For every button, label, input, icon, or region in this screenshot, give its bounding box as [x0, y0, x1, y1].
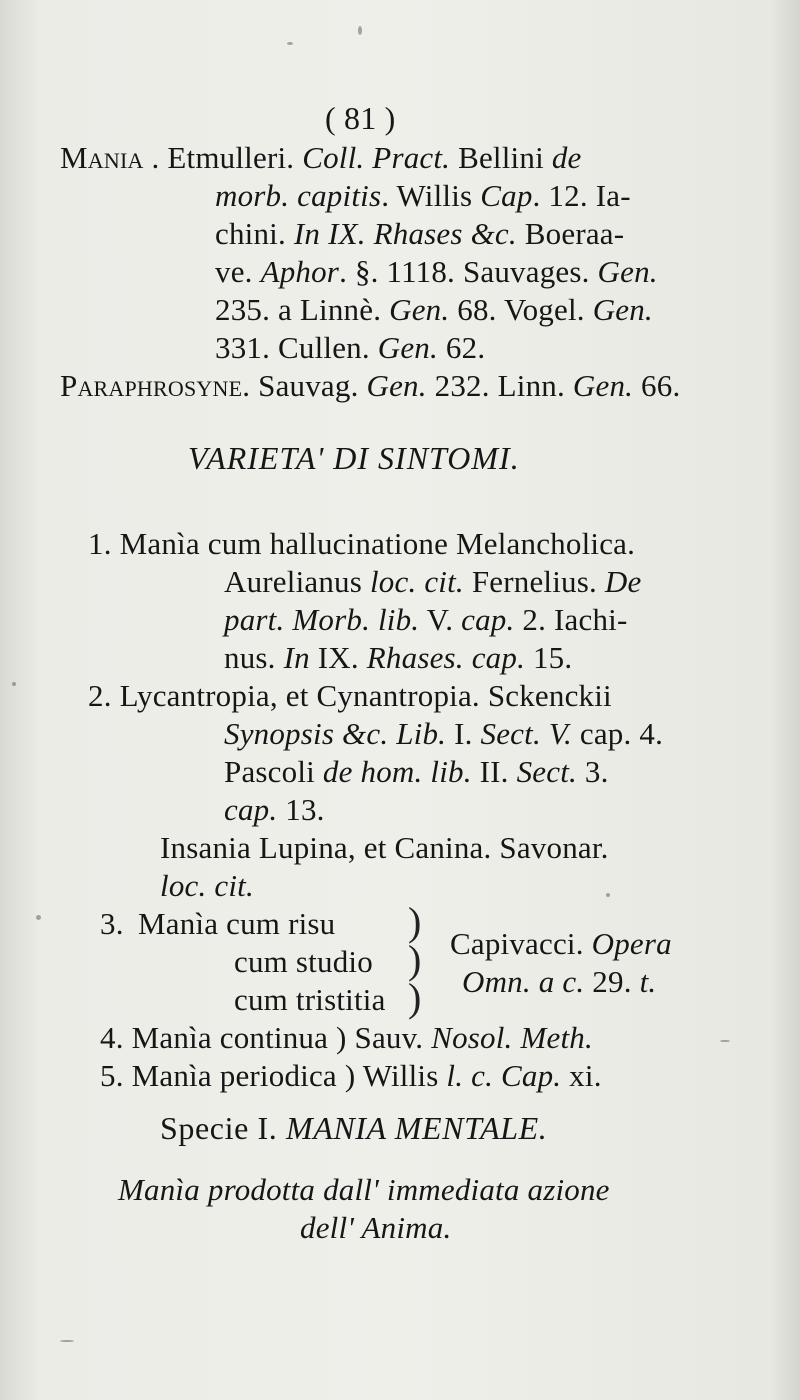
text-run: t. — [639, 964, 657, 999]
text-run: In IX. Rhases &c. — [293, 216, 517, 251]
text-run: Insania Lupina, et Canina. Savonar. — [160, 830, 609, 865]
text-run: Gen. — [592, 292, 653, 327]
text-run: MANIA MENTALE. — [285, 1110, 548, 1146]
text-run: Bellini — [450, 140, 552, 175]
text-run: 5. Manìa periodica ) Willis — [100, 1058, 447, 1093]
text-run: de hom. lib. — [322, 754, 472, 789]
text-run: 235. a Linnè. — [215, 292, 390, 327]
text-run: xi. — [561, 1058, 602, 1093]
text-run: Gen. — [366, 368, 427, 403]
variety-line — [224, 716, 663, 752]
numbered-line — [100, 1058, 602, 1094]
text-run: Specie I. — [160, 1110, 286, 1146]
text-run: 13. — [277, 792, 325, 827]
text-run: Synopsis &c. Lib. — [224, 716, 447, 751]
entry-line — [215, 216, 624, 252]
paper-speck — [287, 42, 293, 45]
text-run: 66. — [633, 368, 681, 403]
variety-line — [160, 868, 254, 904]
entry-line — [60, 140, 582, 176]
text-run: 4. Manìa continua ) Sauv. — [100, 1020, 432, 1055]
paper-speck — [606, 893, 610, 897]
text-run: Capivacci. — [450, 926, 592, 961]
text-run: II. — [471, 754, 517, 789]
text-run: Paraphrosyne — [60, 368, 243, 403]
paper-speck — [60, 1340, 74, 1342]
text-run: Aphor — [260, 254, 340, 289]
group-item: Manìa cum risu — [138, 906, 336, 941]
text-run: Cap — [480, 178, 533, 213]
text-run: In — [283, 640, 310, 675]
text-run: Omn. a c. — [462, 964, 585, 999]
bracket-mark: ) — [408, 899, 422, 944]
text-run: 2. Iachi- — [514, 602, 628, 637]
text-run: Sect. V. — [480, 716, 572, 751]
bracket-mark: ) — [408, 975, 422, 1020]
text-run: Boeraa- — [516, 216, 625, 251]
text-run: nus. — [224, 640, 284, 675]
section-heading: VARIETA' DI SINTOMI. — [188, 440, 520, 476]
text-run: V. — [419, 602, 462, 637]
text-run: . §. 1118. Sauvages. — [339, 254, 598, 289]
variety-line — [160, 830, 609, 866]
text-run: 331. Cullen. — [215, 330, 378, 365]
paper-speck — [12, 682, 16, 686]
text-run: cap. — [224, 792, 278, 827]
numbered-line — [100, 1020, 593, 1056]
entry-line — [215, 254, 658, 290]
text-run: . 12. Ia- — [532, 178, 631, 213]
text-run: Gen. — [377, 330, 438, 365]
group-item: cum tristitia — [234, 982, 386, 1017]
text-run: morb. capitis — [215, 178, 382, 213]
text-run: 68. Vogel. — [449, 292, 593, 327]
paper-speck — [358, 26, 362, 35]
text-run: Coll. Pract. — [302, 140, 451, 175]
text-run: Gen. — [597, 254, 658, 289]
text-run: 62. — [437, 330, 486, 365]
paper-speck — [36, 915, 41, 920]
text-run: Aurelianus — [224, 564, 370, 599]
text-run: 2. Lycantropia, et Cynantropia. Sckenckii — [88, 678, 612, 713]
text-run: part. Morb. lib. — [224, 602, 420, 637]
variety-line — [224, 564, 641, 600]
text-run: loc. cit. — [369, 564, 464, 599]
text-run: de — [551, 140, 582, 175]
text-run: De — [604, 564, 642, 599]
variety-line — [88, 678, 612, 714]
text-run: cap. 4. — [571, 716, 664, 751]
text-run: IX. — [309, 640, 367, 675]
variety-line — [224, 640, 572, 676]
entry-line — [215, 178, 631, 214]
text-run: cap. — [461, 602, 515, 637]
entry-line — [60, 368, 680, 404]
variety-line — [224, 602, 627, 638]
text-run: Gen. — [389, 292, 450, 327]
text-run: Gen. — [572, 368, 634, 403]
species-heading — [160, 1110, 547, 1146]
bracket-mark: ) — [408, 937, 422, 982]
variety-line — [224, 792, 325, 828]
text-run: Nosol. Meth. — [431, 1020, 593, 1055]
text-run: 232. Linn. — [426, 368, 573, 403]
page-number: ( 81 ) — [325, 100, 396, 136]
text-run: Sect. — [516, 754, 577, 789]
text-run: Mania — [60, 140, 144, 175]
text-run: Fernelius. — [463, 564, 605, 599]
definition-line: dell' Anima. — [300, 1210, 452, 1245]
paper-speck — [720, 1040, 730, 1042]
text-run: . Sauvag. — [242, 368, 367, 403]
definition-line: Manìa prodotta dall' immediata azione — [118, 1172, 610, 1207]
text-run: . Willis — [381, 178, 481, 213]
text-run: Pascoli — [224, 754, 323, 789]
text-run: ve. — [215, 254, 261, 289]
text-run: chini. — [215, 216, 294, 251]
group-item: cum studio — [234, 944, 373, 979]
entry-line — [215, 330, 485, 366]
variety-line — [88, 526, 635, 562]
text-run: 1. Manìa cum hallucinatione Melancholica. — [88, 526, 636, 561]
entry-line — [215, 292, 653, 328]
text-run: 15. — [525, 640, 573, 675]
text-run: I. — [446, 716, 481, 751]
variety-line — [224, 754, 609, 790]
text-run: 3. — [576, 754, 609, 789]
group-reference — [450, 926, 672, 962]
text-run: Rhases. cap. — [366, 640, 526, 675]
group-reference — [462, 964, 656, 1000]
text-run: 29. — [584, 964, 640, 999]
text-run: Opera — [591, 926, 672, 961]
text-run: l. c. Cap. — [446, 1058, 562, 1093]
text-run: loc. cit. — [160, 868, 254, 903]
group-number: 3. — [100, 906, 124, 941]
text-run: . Etmulleri. — [143, 140, 303, 175]
